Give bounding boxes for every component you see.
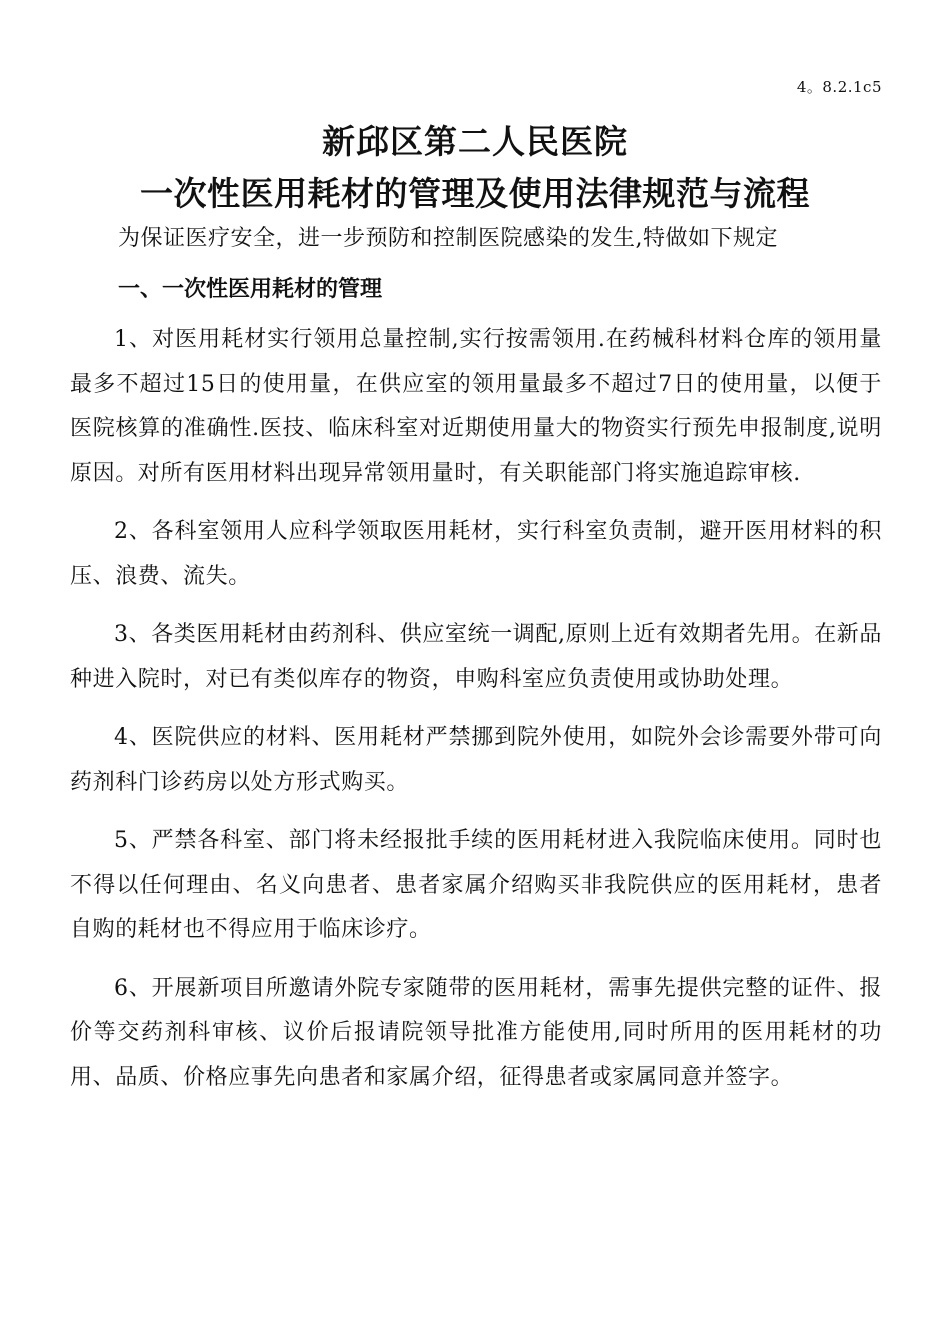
regulation-item: 2、各科室领用人应科学领取医用耗材，实行科室负责制，避开医用材料的积压、浪费、流失。 <box>70 519 882 589</box>
intro-paragraph: 为保证医疗安全，进一步预防和控制医院感染的发生,特做如下规定 <box>118 226 778 251</box>
regulation-item: 5、严禁各科室、部门将未经报批手续的医用耗材进入我院临床使用。同时也不得以任何理由、名义向患者、患者家属介绍购买非我院供应的医用耗材，患者自购的耗材也不得应用于临床诊疗。 <box>70 828 882 942</box>
hospital-title: 新邱区第二人民医院 <box>322 122 628 161</box>
regulation-item: 6、开展新项目所邀请外院专家随带的医用耗材，需事先提供完整的证件、报价等交药剂科审核、议价后报请院领导批准方能使用,同时所用的医用耗材的功用、品质、价格应事先向患者和家属介绍，征得患者或家属同意并签字。 <box>70 975 882 1090</box>
regulation-item: 3、各类医用耗材由药剂科、供应室统一调配,原则上近有效期者先用。在新品种进入院时，对已有类似库存的物资，申购科室应负责使用或协助处理。 <box>70 622 882 692</box>
document-code: 4。8.2.1c5 <box>796 78 882 96</box>
regulation-item: 4、医院供应的材料、医用耗材严禁挪到院外使用，如院外会诊需要外带可向药剂科门诊药房以处方形式购买。 <box>70 725 882 795</box>
document-title: 一次性医用耗材的管理及使用法律规范与流程 <box>140 174 810 213</box>
regulation-item: 1、对医用耗材实行领用总量控制,实行按需领用.在药械科材料仓库的领用量最多不超过15日的使用量，在供应室的领用量最多不超过7日的使用量，以便于医院核算的准确性.医技、临床科室对近期使用量大的物资实行预先申报制度,说明原因。对所有医用材料出现异常领用量时，有关职能部门将实施追踪审核. <box>70 327 882 486</box>
regulation-list <box>70 318 882 1114</box>
section-heading: 一、一次性医用耗材的管理 <box>118 277 383 302</box>
